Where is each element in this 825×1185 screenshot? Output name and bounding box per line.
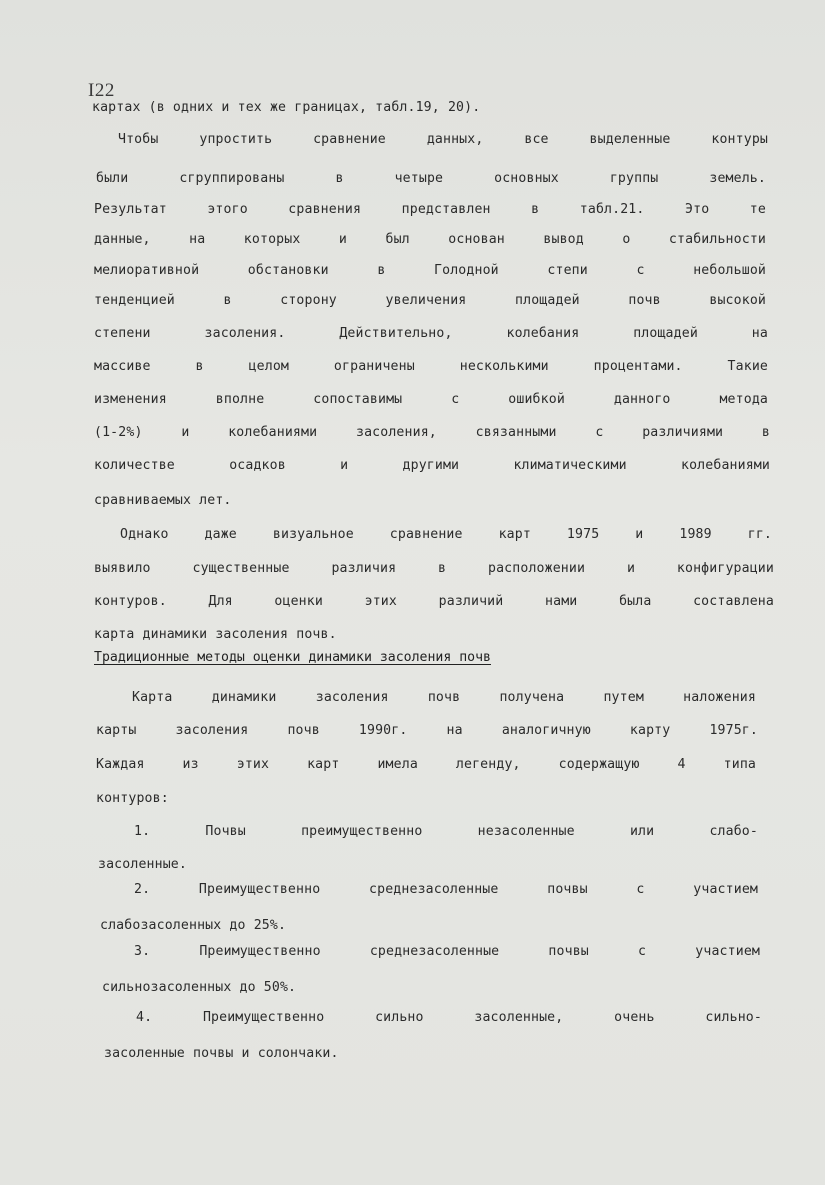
text-line: засоленные почвы и солончаки. — [104, 1046, 339, 1061]
text-line: сравниваемых лет. — [94, 493, 232, 508]
text-line: Каждая из этих карт имела легенду, содержащую 4 типа — [96, 757, 756, 772]
section-heading: Традиционные методы оценки динамики засоления почв — [94, 650, 491, 665]
text-line: 4. Преимущественно сильно засоленные, очень сильно- — [136, 1010, 762, 1025]
page-number: I22 — [88, 80, 115, 101]
text-line: количестве осадков и другими климатическими колебаниями — [94, 458, 770, 473]
text-line: картах (в одних и тех же границах, табл.19, 20). — [92, 100, 481, 115]
text-line: контуров. Для оценки этих различий нами была составлена — [94, 594, 774, 609]
text-line: карты засоления почв 1990г. на аналогичную карту 1975г. — [96, 723, 758, 738]
text-line: 2. Преимущественно среднезасоленные почвы с участием — [134, 882, 758, 897]
text-line: контуров: — [96, 791, 169, 806]
text-line: сильнозасоленных до 50%. — [102, 980, 297, 995]
text-line: массиве в целом ограничены несколькими процентами. Такие — [94, 359, 768, 374]
text-line: мелиоративной обстановки в Голодной степи с небольшой — [94, 263, 766, 278]
text-line: (1-2%) и колебаниями засоления, связанными с различиями в — [94, 425, 770, 440]
text-line: 3. Преимущественно среднезасоленные почвы с участием — [134, 944, 760, 959]
text-line: Однако даже визуальное сравнение карт 1975 и 1989 гг. — [120, 527, 772, 542]
text-line: Чтобы упростить сравнение данных, все выделенные контуры — [118, 132, 768, 147]
text-line: степени засоления. Действительно, колебания площадей на — [94, 326, 768, 341]
text-line: выявило существенные различия в расположении и конфигурации — [94, 561, 774, 576]
text-line: тенденцией в сторону увеличения площадей почв высокой — [94, 293, 766, 308]
text-line: Карта динамики засоления почв получена путем наложения — [132, 690, 756, 705]
text-line: были сгруппированы в четыре основных группы земель. — [96, 171, 766, 186]
text-line: Результат этого сравнения представлен в табл.21. Это те — [94, 202, 766, 217]
text-line: данные, на которых и был основан вывод о стабильности — [94, 232, 766, 247]
text-line: слабозасоленных до 25%. — [100, 918, 287, 933]
text-line: карта динамики засоления почв. — [94, 627, 337, 642]
text-line: изменения вполне сопоставимы с ошибкой данного метода — [94, 392, 768, 407]
text-line: 1. Почвы преимущественно незасоленные или слабо- — [134, 824, 758, 839]
text-line: засоленные. — [98, 857, 187, 872]
